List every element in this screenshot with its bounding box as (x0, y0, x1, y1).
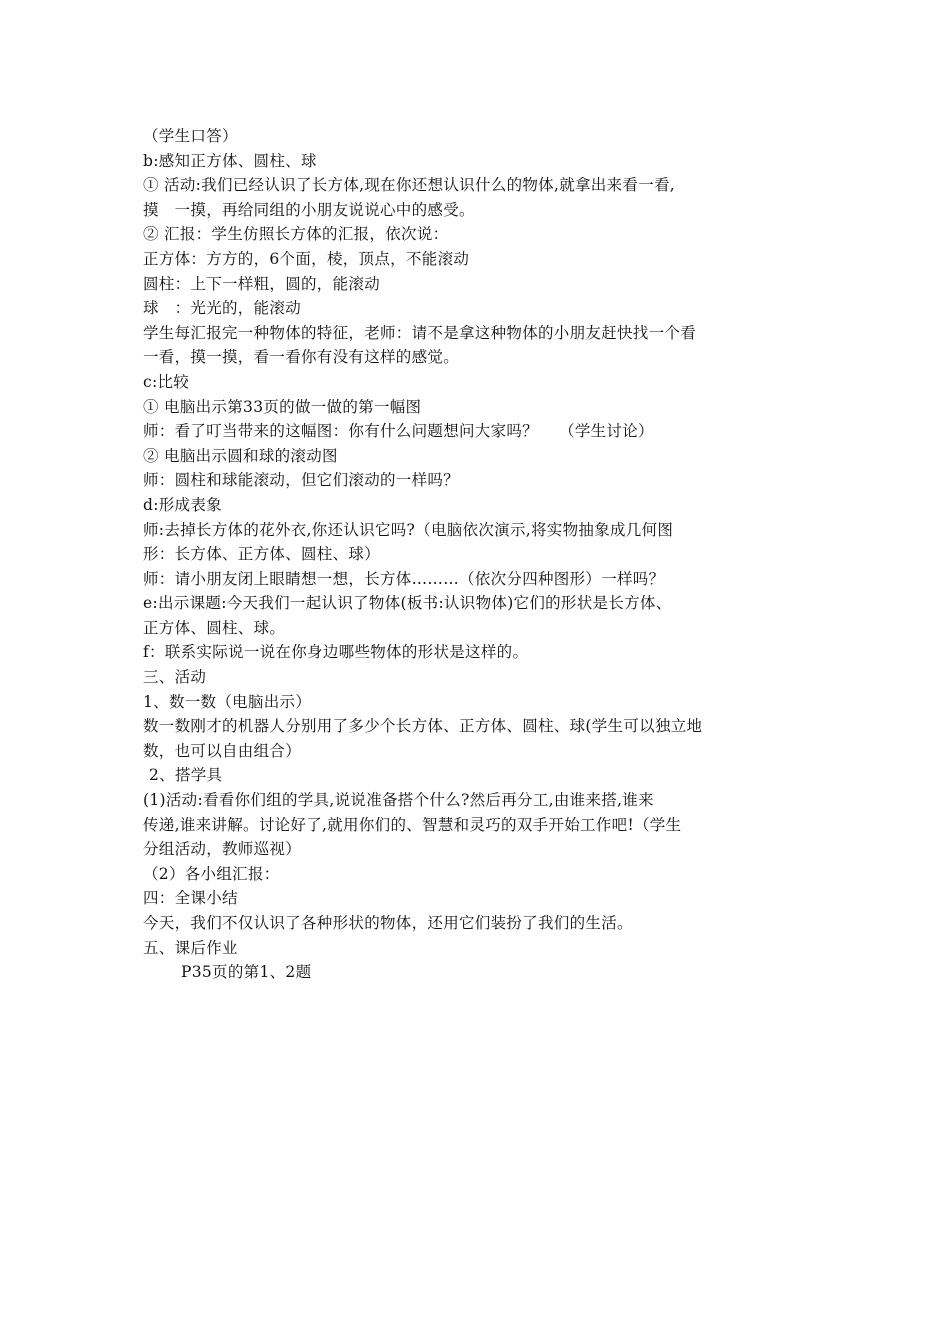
text-line: 师：圆柱和球能滚动，但它们滚动的一样吗？ (143, 471, 460, 490)
text-line: 师：看了叮当带来的这幅图：你有什么问题想问大家吗？ （学生讨论） (143, 422, 654, 441)
text-line: 球 ：光光的，能滚动 (143, 299, 302, 318)
text-line: 数一数刚才的机器人分别用了多少个长方体、正方体、圆柱、球(学生可以独立地 (143, 717, 703, 736)
homework-line: P35页的第1、2题 (181, 963, 312, 982)
section-heading-summary: 四：全课小结 (143, 889, 238, 908)
section-heading-d: d:形成表象 (143, 495, 222, 514)
text-line: (1)活动:看看你们组的学具,说说准备搭个什么?然后再分工,由谁来搭,谁来 (143, 791, 654, 810)
text-line: 传递,谁来讲解。讨论好了,就用你们的、智慧和灵巧的双手开始工作吧!（学生 (143, 815, 682, 834)
text-line: ① 电脑出示第33页的做一做的第一幅图 (143, 397, 422, 416)
text-line: 圆柱：上下一样粗，圆的，能滚动 (143, 274, 381, 293)
section-heading-f: f：联系实际说一说在你身边哪些物体的形状是这样的。 (143, 643, 529, 662)
section-heading-activity: 三、活动 (143, 668, 207, 687)
text-line: ② 汇报：学生仿照长方体的汇报，依次说： (143, 225, 449, 244)
text-line: （2）各小组汇报： (143, 864, 280, 883)
text-line: 分组活动，教师巡视） (143, 840, 302, 859)
text-line: 摸 一摸，再给同组的小朋友说说心中的感受。 (143, 200, 475, 219)
text-line: 师：请小朋友闭上眼睛想一想，长方体………（依次分四种图形）一样吗？ (143, 569, 665, 588)
text-line: ② 电脑出示圆和球的滚动图 (143, 446, 338, 465)
document-body (143, 124, 813, 985)
section-heading-c: c:比较 (143, 372, 190, 391)
section-heading-homework: 五、课后作业 (143, 938, 238, 957)
text-line: 师:去掉长方体的花外衣,你还认识它吗?（电脑依次演示,将实物抽象成几何图 (143, 520, 674, 539)
text-line: 数，也可以自由组合） (143, 741, 302, 760)
text-line: 学生每汇报完一种物体的特征，老师：请不是拿这种物体的小朋友赶快找一个看 (143, 323, 697, 342)
text-line: 1、数一数（电脑出示） (143, 692, 312, 711)
text-line: 正方体：方方的，6个面，棱，顶点，不能滚动 (143, 249, 470, 268)
section-heading-e: e:出示课题:今天我们一起认识了物体(板书:认识物体)它们的形状是长方体、 (143, 594, 672, 613)
section-heading-b: b:感知正方体、圆柱、球 (143, 151, 317, 170)
text-line: 今天，我们不仅认识了各种形状的物体，还用它们装扮了我们的生活。 (143, 914, 633, 932)
text-line: 正方体、圆柱、球。 (143, 618, 286, 637)
text-line: 2、搭学具 (149, 766, 223, 785)
text-line: （学生口答） (143, 127, 238, 145)
text-line: 一看，摸一摸，看一看你有没有这样的感觉。 (143, 348, 460, 367)
text-line: ① 活动:我们已经认识了长方体,现在你还想认识什么的物体,就拿出来看一看, (143, 176, 676, 195)
text-line: 形：长方体、正方体、圆柱、球） (143, 545, 381, 564)
